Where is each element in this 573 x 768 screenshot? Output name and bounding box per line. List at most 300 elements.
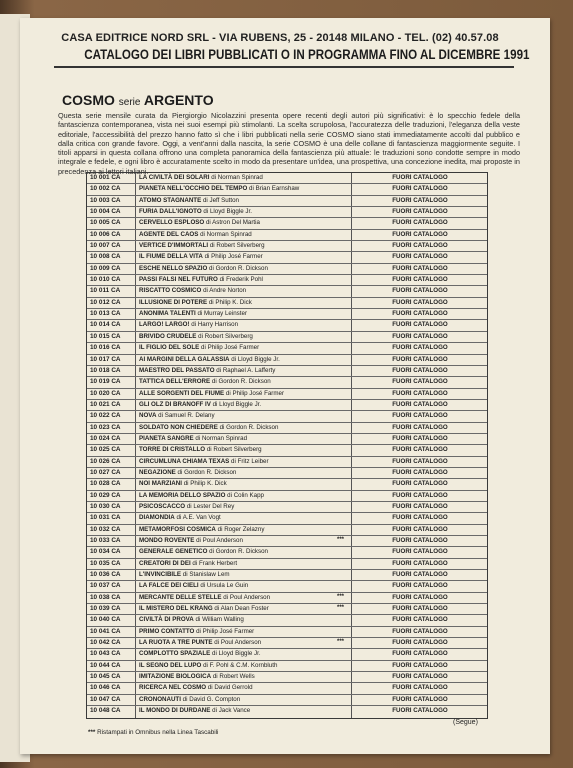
book-title-author: [139, 492, 264, 499]
book-status: FUORI CATALOGO: [392, 298, 448, 306]
book-title: IMITAZIONE BIOLOGICA: [139, 673, 212, 681]
book-author: Philip K. Dick: [215, 298, 252, 306]
joiner: di: [201, 344, 206, 352]
table-row: [87, 264, 487, 275]
book-author: Norman Spinrad: [201, 434, 248, 442]
book-code: 10 001 CA: [90, 174, 121, 181]
publisher-line: CASA EDITRICE NORD SRL - VIA RUBENS, 25 - 20148 MILANO - TEL. (02) 40.57.08: [61, 32, 499, 44]
book-code: 10 003 CA: [90, 196, 121, 204]
joiner: di: [219, 276, 225, 284]
book-title-author: [139, 537, 243, 544]
book-title: LA RUOTA A TRE PUNTE: [139, 639, 213, 647]
joiner: di: [212, 673, 218, 681]
book-status: FUORI CATALOGO: [392, 400, 448, 408]
joiner: di: [158, 412, 163, 420]
table-row: [87, 286, 487, 297]
book-title: MAESTRO DEL PASSATO: [139, 366, 215, 374]
table-row: [87, 502, 487, 513]
joiner: di: [196, 627, 201, 635]
book-title: CIRCUMLUNA CHIAMA TEXAS: [139, 457, 230, 465]
table-row: [87, 581, 487, 592]
book-author: Stanislaw Lem: [189, 571, 230, 579]
book-title-author: [139, 684, 253, 691]
book-title: DIAMONDIA: [139, 514, 175, 522]
book-title: GENERALE GENETICO: [139, 548, 208, 556]
book-author: Brian Earnshaw: [255, 185, 300, 193]
joiner: di: [206, 446, 212, 454]
book-title-author: [139, 639, 261, 646]
book-title: RISCATTO COSMICO: [139, 287, 202, 295]
book-status: FUORI CATALOGO: [392, 525, 448, 533]
book-status: FUORI CATALOGO: [392, 673, 448, 681]
book-title: CIVILTÀ DI PROVA: [139, 616, 194, 624]
table-row: [87, 491, 487, 502]
joiner: di: [192, 559, 198, 567]
book-title: AGENTE DEL CAOS: [139, 230, 199, 238]
book-title: TATTICA DELL'ERRORE: [139, 378, 211, 386]
book-title-author: [139, 310, 247, 317]
book-title-author: [139, 356, 280, 363]
book-code: 10 041 CA: [90, 627, 121, 635]
book-status: FUORI CATALOGO: [392, 321, 448, 329]
joiner: di: [209, 242, 215, 250]
table-row: [87, 683, 487, 694]
book-code: 10 027 CA: [90, 468, 121, 476]
book-code: 10 044 CA: [90, 661, 121, 669]
book-author: Frederik Pohl: [226, 276, 263, 284]
book-status: FUORI CATALOGO: [392, 264, 448, 272]
book-title-author: [139, 673, 255, 680]
joiner: di: [202, 196, 208, 204]
book-author: Astron Del Martia: [212, 219, 260, 227]
joiner: di: [204, 253, 210, 261]
book-title-author: [139, 253, 263, 260]
book-title: LA MEMORIA DELLO SPAZIO: [139, 491, 226, 499]
table-row: [87, 445, 487, 456]
book-title: LARGO! LARGO!: [139, 321, 190, 329]
book-status: FUORI CATALOGO: [392, 480, 448, 488]
book-title-author: [139, 650, 261, 657]
joiner: di: [214, 605, 220, 613]
book-title: MONDO ROVENTE: [139, 537, 195, 544]
joiner: di: [191, 321, 197, 329]
book-title: VERTICE D'IMMORTALI: [139, 242, 209, 250]
book-title-author: [139, 197, 239, 204]
book-title-author: [139, 548, 268, 555]
joiner: di: [231, 355, 237, 363]
book-code: 10 007 CA: [90, 242, 121, 250]
book-author: Poul Anderson: [220, 639, 262, 647]
reprint-stars: ***: [337, 537, 345, 543]
table-row: [87, 547, 487, 558]
book-code: 10 043 CA: [90, 650, 121, 658]
book-code: 10 005 CA: [90, 219, 121, 227]
book-code: 10 047 CA: [90, 695, 121, 703]
joiner: di: [203, 661, 208, 669]
book-author: Lloyd Biggle Jr.: [209, 208, 252, 216]
table-row: [87, 536, 487, 547]
joiner: di: [249, 185, 254, 193]
table-row: [87, 423, 487, 434]
joiner: di: [198, 332, 203, 340]
joiner: di: [176, 514, 182, 522]
book-status: FUORI CATALOGO: [392, 627, 448, 635]
book-author: Harry Harrison: [197, 321, 239, 329]
book-status: FUORI CATALOGO: [392, 366, 448, 374]
joiner: di: [208, 298, 214, 306]
joiner: di: [182, 695, 188, 703]
book-author: Poul Anderson: [202, 537, 243, 544]
book-title-author: [139, 344, 259, 351]
book-title-author: [139, 594, 270, 601]
series-color: ARGENTO: [143, 92, 214, 108]
table-row: [87, 298, 487, 309]
book-title-author: [139, 526, 264, 533]
table-row: [87, 320, 487, 331]
book-title: ESCHE NELLO SPAZIO: [139, 264, 208, 272]
title-rule: [54, 66, 514, 68]
book-status: FUORI CATALOGO: [392, 174, 448, 181]
book-title: NEGAZIONE: [139, 468, 176, 476]
book-status: FUORI CATALOGO: [392, 196, 448, 204]
book-status: FUORI CATALOGO: [392, 571, 448, 579]
book-code: 10 048 CA: [90, 707, 121, 715]
book-author: Norman Spinrad: [217, 174, 263, 181]
reprint-stars: ***: [337, 593, 345, 600]
book-title-author: [139, 299, 252, 306]
book-status: FUORI CATALOGO: [392, 242, 448, 250]
series-heading: [62, 92, 214, 108]
joiner: di: [214, 639, 220, 647]
book-status: FUORI CATALOGO: [392, 616, 448, 624]
book-author: Jeff Sutton: [209, 196, 239, 204]
book-title-author: [139, 503, 234, 510]
book-title-author: [139, 514, 221, 521]
reprint-stars: ***: [337, 605, 345, 612]
book-title: GLI OLZ DI BRANOFF IV: [139, 400, 211, 408]
joiner: di: [223, 593, 229, 601]
book-author: Philip José Farmer: [207, 344, 260, 352]
book-title-author: [139, 265, 268, 272]
book-author: Gordon R. Dickson: [184, 468, 237, 476]
book-status: FUORI CATALOGO: [392, 412, 448, 420]
book-title: LA FALCE DEI CIELI: [139, 582, 199, 590]
book-status: FUORI CATALOGO: [392, 661, 448, 669]
book-title-author: [139, 219, 260, 226]
book-author: Lloyd Biggle Jr.: [219, 400, 262, 408]
joiner: di: [227, 491, 232, 499]
table-row: [87, 661, 487, 672]
table-row: [87, 638, 487, 649]
book-title: IL FIUME DELLA VITA: [139, 253, 203, 261]
book-title: BRIVIDO CRUDELE: [139, 332, 197, 340]
book-author: Roger Zelazny: [224, 525, 265, 533]
table-row: [87, 411, 487, 422]
book-author: Ursula Le Guin: [206, 582, 249, 590]
book-status: FUORI CATALOGO: [392, 537, 448, 544]
book-title-author: [139, 582, 248, 589]
book-author: David G. Compton: [189, 695, 241, 703]
book-author: Gordon R. Dickson: [226, 423, 279, 431]
book-code: 10 036 CA: [90, 571, 121, 579]
book-author: Gordon R. Dickson: [215, 264, 268, 272]
joiner: di: [182, 571, 188, 579]
book-status: FUORI CATALOGO: [392, 684, 448, 692]
book-author: William Walling: [202, 616, 244, 624]
book-status: FUORI CATALOGO: [392, 185, 448, 193]
book-code: 10 032 CA: [90, 525, 121, 533]
book-title-author: [139, 696, 240, 703]
book-author: A.E. Van Vogt: [182, 514, 221, 522]
book-title: PSICOSCACCO: [139, 502, 186, 510]
book-author: Raphael A. Lafferty: [222, 366, 276, 374]
book-code: 10 020 CA: [90, 389, 121, 397]
book-code: 10 012 CA: [90, 298, 121, 306]
book-code: 10 028 CA: [90, 480, 121, 488]
book-title: ATOMO STAGNANTE: [139, 196, 202, 204]
table-row: [87, 559, 487, 570]
book-title-author: [139, 707, 250, 714]
joiner: di: [225, 389, 231, 397]
table-row: [87, 196, 487, 207]
book-code: 10 008 CA: [90, 253, 121, 261]
book-author: Lester Del Rey: [193, 502, 235, 510]
book-status: FUORI CATALOGO: [392, 491, 448, 499]
book-status: FUORI CATALOGO: [392, 639, 448, 647]
footnote-stars: ***: [88, 729, 96, 736]
book-title: PIANETA NELL'OCCHIO DEL TEMPO: [139, 185, 248, 193]
book-title-author: [139, 185, 299, 192]
joiner: di: [183, 480, 189, 488]
book-title-author: [139, 662, 277, 669]
table-row: [87, 525, 487, 536]
footnote: [88, 729, 218, 736]
book-title: METAMORFOSI COSMICA: [139, 525, 216, 533]
table-row: [87, 389, 487, 400]
book-status: FUORI CATALOGO: [392, 332, 448, 340]
book-code: 10 018 CA: [90, 366, 121, 374]
table-row: [87, 366, 487, 377]
book-title: NOVA: [139, 412, 157, 420]
book-status: FUORI CATALOGO: [392, 423, 448, 431]
table-row: [87, 695, 487, 706]
book-title-author: [139, 287, 246, 294]
book-code: 10 016 CA: [90, 344, 121, 352]
book-code: 10 035 CA: [90, 559, 121, 567]
joiner: di: [186, 502, 192, 510]
footnote-text: Ristampati in Omnibus nella Linea Tascabili: [97, 729, 219, 736]
book-status: FUORI CATALOGO: [392, 548, 448, 556]
table-row: [87, 275, 487, 286]
book-status: FUORI CATALOGO: [392, 695, 448, 703]
book-title: IL MISTERO DEL KRANG: [139, 605, 213, 613]
book-code: 10 031 CA: [90, 514, 121, 522]
book-title: RICERCA NEL COSMO: [139, 684, 207, 692]
book-code: 10 021 CA: [90, 400, 121, 408]
book-author: Poul Anderson: [229, 593, 271, 601]
joiner: di: [203, 208, 209, 216]
book-code: 10 002 CA: [90, 185, 121, 193]
catalog-title: CATALOGO DEI LIBRI PUBBLICATI O IN PROGRAMMA FINO AL DICEMBRE 1991: [84, 47, 530, 62]
joiner: di: [211, 174, 217, 181]
book-title-author: [139, 390, 284, 397]
continued-note: (Segue): [453, 719, 478, 726]
book-title-author: [139, 333, 253, 340]
joiner: di: [217, 525, 223, 533]
book-status: FUORI CATALOGO: [392, 582, 448, 590]
book-title-author: [139, 424, 278, 431]
book-author: Andre Norton: [209, 287, 247, 295]
book-title-author: [139, 242, 265, 249]
book-author: F. Pohl & C.M. Kornbluth: [209, 661, 278, 669]
book-code: 10 038 CA: [90, 593, 121, 601]
book-author: Murray Leinster: [204, 310, 247, 318]
book-title-author: [139, 446, 262, 453]
book-author: Frank Herbert: [198, 559, 238, 567]
book-status: FUORI CATALOGO: [392, 559, 448, 567]
table-row: [87, 343, 487, 354]
book-code: 10 039 CA: [90, 605, 121, 613]
book-title-author: [139, 435, 247, 442]
book-title: ANONIMA TALENTI: [139, 310, 196, 318]
book-code: 10 009 CA: [90, 264, 121, 272]
table-row: [87, 604, 487, 615]
book-title-author: [139, 605, 269, 612]
table-row: [87, 241, 487, 252]
book-code: 10 011 CA: [90, 287, 121, 295]
series-name: COSMO: [62, 92, 115, 108]
book-title-author: [139, 276, 263, 283]
table-row: [87, 570, 487, 581]
book-code: 10 022 CA: [90, 412, 121, 420]
joiner: di: [209, 548, 214, 556]
table-row: [87, 479, 487, 490]
book-title-author: [139, 367, 275, 374]
book-code: 10 013 CA: [90, 310, 121, 318]
book-code: 10 025 CA: [90, 446, 121, 454]
book-status: FUORI CATALOGO: [392, 344, 448, 352]
book-code: 10 033 CA: [90, 537, 121, 544]
book-status: FUORI CATALOGO: [392, 287, 448, 295]
joiner: di: [197, 310, 203, 318]
intro-paragraph: Questa serie mensile curata da Piergiorgio Nicolazzini presenta opere recenti degli autori più significativi: è lo specchio fedele della fantascienza contemporanea, vista nei suoi esempi più stimolanti. La scelta scrupolosa, l'accuratezza delle traduzioni, l'eleganza della veste editoriale, l'accessibilità del prezzo hanno fatto sì che i libri pubblicati nella serie COSMO siano stati immediatamente accolti dal pubblico e dalla critica con grande favore. Oggi, a vent'anni dalla nascita, la serie COSMO è una delle collane di fantascienza maggiormente seguite. I titoli apparsi in questa collana offrono una completa panoramica della fantascienza più attuale: le traduzioni sono condotte sempre in modo integrale e fedele, e ogni libro è accuratamente scelto in modo da presentare un'idea, una prospettiva, una concezione inedita, mai proposte in precedenza ai lettori italiani.: [58, 111, 520, 176]
book-code: 10 014 CA: [90, 321, 121, 329]
book-title-author: [139, 208, 252, 215]
joiner: di: [195, 616, 201, 624]
joiner: di: [200, 582, 206, 590]
book-status: FUORI CATALOGO: [392, 605, 448, 613]
book-code: 10 004 CA: [90, 208, 121, 216]
book-title: CREATORI DI DEI: [139, 559, 191, 567]
book-author: Philip José Farmer: [202, 627, 255, 635]
book-title: PIANETA SANGRE: [139, 434, 194, 442]
book-code: 10 046 CA: [90, 684, 121, 692]
joiner: di: [196, 537, 201, 544]
table-row: [87, 513, 487, 524]
book-status: FUORI CATALOGO: [392, 276, 448, 284]
book-title: L'INVINCIBILE: [139, 571, 182, 579]
book-title-author: [139, 458, 269, 465]
book-code: 10 010 CA: [90, 276, 121, 284]
book-title: MERCANTE DELLE STELLE: [139, 593, 222, 601]
series-word: serie: [118, 97, 141, 108]
book-author: Philip José Farmer: [211, 253, 263, 261]
book-title-author: [139, 231, 252, 238]
table-row: [87, 218, 487, 229]
table-row: [87, 184, 487, 195]
table-row: [87, 230, 487, 241]
book-author: Norman Spinrad: [206, 230, 252, 238]
book-title: LA CIVILTÀ DEI SOLARI: [139, 174, 210, 181]
book-author: David Gerrold: [214, 684, 253, 692]
joiner: di: [212, 650, 217, 658]
book-author: Lloyd Biggle Jr.: [237, 355, 280, 363]
book-code: 10 037 CA: [90, 582, 121, 590]
book-status: FUORI CATALOGO: [392, 457, 448, 465]
book-author: Robert Silverberg: [204, 332, 253, 340]
joiner: di: [203, 287, 208, 295]
table-row: [87, 377, 487, 388]
book-status: FUORI CATALOGO: [392, 434, 448, 442]
book-status: FUORI CATALOGO: [392, 378, 448, 386]
joiner: di: [205, 219, 211, 227]
book-title: CERVELLO ESPLOSO: [139, 219, 205, 227]
book-title-author: [139, 469, 236, 476]
table-row: [87, 252, 487, 263]
book-author: Samuel R. Delany: [164, 412, 215, 420]
book-status: FUORI CATALOGO: [392, 310, 448, 318]
joiner: di: [231, 457, 236, 465]
book-author: Lloyd Biggle Jr.: [218, 650, 261, 658]
book-code: 10 040 CA: [90, 616, 121, 624]
book-title: CRONONAUTI: [139, 695, 181, 703]
book-title-author: [139, 571, 230, 578]
book-author: Fritz Leiber: [237, 457, 269, 465]
book-title-author: [139, 174, 263, 181]
book-title: IL MONDO DI DURDANE: [139, 707, 211, 715]
joiner: di: [200, 230, 205, 238]
book-title: COMPLOTTO SPAZIALE: [139, 650, 211, 658]
book-status: FUORI CATALOGO: [392, 230, 448, 238]
book-author: Robert Silverberg: [213, 446, 262, 454]
table-row: [87, 672, 487, 683]
book-status: FUORI CATALOGO: [392, 219, 448, 227]
book-title-author: [139, 628, 254, 635]
book-title-author: [139, 616, 244, 623]
table-row: [87, 627, 487, 638]
reprint-stars: ***: [337, 639, 345, 646]
book-code: 10 042 CA: [90, 639, 121, 647]
table-row: [87, 706, 487, 717]
book-title: TORRE DI CRISTALLO: [139, 446, 206, 454]
table-row: [87, 468, 487, 479]
book-status: FUORI CATALOGO: [392, 707, 448, 715]
book-title-author: [139, 480, 227, 487]
book-author: Gordon R. Dickson: [218, 378, 271, 386]
book-code: 10 029 CA: [90, 491, 121, 499]
joiner: di: [209, 264, 214, 272]
joiner: di: [177, 468, 183, 476]
book-author: Colin Kapp: [233, 491, 264, 499]
table-row: [87, 309, 487, 320]
joiner: di: [195, 434, 201, 442]
book-status: FUORI CATALOGO: [392, 446, 448, 454]
table-row: [87, 173, 487, 184]
table-row: [87, 207, 487, 218]
book-title: IL SEGNO DEL LUPO: [139, 661, 202, 669]
book-author: Philip José Farmer: [232, 389, 285, 397]
book-code: 10 045 CA: [90, 673, 121, 681]
